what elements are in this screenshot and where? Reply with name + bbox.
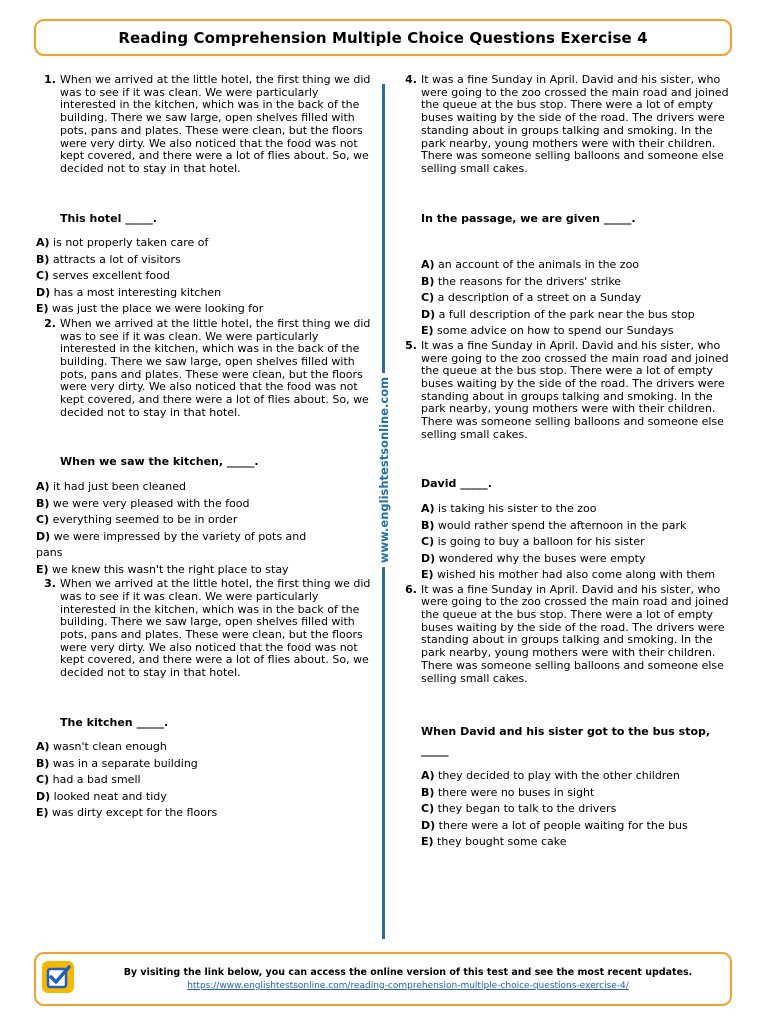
options-list bbox=[36, 479, 376, 578]
question-2 bbox=[36, 318, 376, 420]
option: C) a description of a street on a Sunday bbox=[421, 291, 642, 305]
options-list bbox=[36, 235, 376, 318]
option: A) it had just been cleaned bbox=[36, 480, 186, 494]
question-prompt: David _____. bbox=[421, 477, 492, 491]
right-column bbox=[397, 74, 737, 851]
option: D) we were impressed by the variety of pots and pans bbox=[36, 529, 307, 560]
option: D) wondered why the buses were empty bbox=[421, 551, 646, 565]
passage: When we arrived at the little hotel, the first thing we did was to see if it was clean. We were particularly interested in the kitchen, which was in the back of the building. There we saw large, open shelves filled with pots, pans and plates. These were clean, but the floors were very dirty. We also noticed that the food was not kept covered, and there were a lot of flies about. So, we decided not to stay in that hotel. bbox=[60, 316, 371, 419]
option: B) the reasons for the drivers' strike bbox=[421, 274, 622, 288]
passage: When we arrived at the little hotel, the first thing we did was to see if it was clean. We were particularly interested in the kitchen, which was in the back of the building. There we saw large, open shelves filled with pots, pans and plates. These were clean, but the floors were very dirty. We also noticed that the food was not kept covered, and there were a lot of flies about. So, we decided not to stay in that hotel. bbox=[60, 577, 371, 680]
question-number: 1. bbox=[44, 73, 56, 86]
option: E) wished his mother had also come along with them bbox=[421, 568, 716, 582]
option: D) has a most interesting kitchen bbox=[36, 285, 222, 299]
question-number: 2. bbox=[44, 316, 56, 330]
options-list bbox=[397, 768, 737, 851]
question-5 bbox=[397, 340, 737, 442]
option: B) there were no buses in sight bbox=[421, 785, 595, 799]
option: B) we were very pleased with the food bbox=[36, 496, 250, 510]
title-box bbox=[34, 19, 732, 56]
options-list bbox=[397, 501, 737, 584]
option: C) serves excellent food bbox=[36, 269, 170, 283]
footer-link[interactable]: https://www.englishtestsonline.com/reading-comprehension-multiple-choice-questions-exercise-4/ bbox=[187, 981, 629, 991]
option: D) looked neat and tidy bbox=[36, 789, 167, 803]
passage: It was a fine Sunday in April. David and his sister, who were going to the zoo crossed the main road and joined the queue at the bus stop. There were a lot of empty buses waiting by the side of the road. The drivers were standing about in groups talking and smoking. In the park nearby, young mothers were with their children. There was someone selling balloons and someone else selling small cakes. bbox=[421, 73, 729, 175]
question-number: 3. bbox=[44, 577, 56, 591]
footer bbox=[34, 952, 732, 1006]
option: E) we knew this wasn't the right place to stay bbox=[36, 562, 289, 576]
question-number: 5. bbox=[405, 338, 417, 352]
option: A) wasn't clean enough bbox=[36, 740, 167, 754]
options-list bbox=[397, 257, 737, 340]
footer-text: By visiting the link below, you can access the online version of this test and see the most recent updates. bbox=[123, 967, 693, 978]
option: C) is going to buy a balloon for his sister bbox=[421, 535, 645, 549]
options-list bbox=[36, 739, 376, 822]
option: A) is not properly taken care of bbox=[36, 236, 209, 250]
checkmark-icon bbox=[42, 961, 74, 993]
question-6 bbox=[397, 584, 737, 686]
question-1 bbox=[36, 74, 376, 176]
question-prompt: This hotel _____. bbox=[60, 211, 157, 225]
option: A) they decided to play with the other children bbox=[421, 769, 680, 783]
option: E) some advice on how to spend our Sundays bbox=[421, 324, 674, 338]
option: D) there were a lot of people waiting for the bus bbox=[421, 818, 688, 832]
option: B) attracts a lot of visitors bbox=[36, 252, 181, 266]
passage: It was a fine Sunday in April. David and his sister, who were going to the zoo crossed the main road and joined the queue at the bus stop. There were a lot of empty buses waiting by the side of the road. The drivers were standing about in groups talking and smoking. In the park nearby, young mothers were with their children. There was someone selling balloons and someone else selling small cakes. bbox=[421, 582, 729, 685]
option: B) would rather spend the afternoon in the park bbox=[421, 518, 687, 532]
option: C) had a bad smell bbox=[36, 773, 141, 787]
option: D) a full description of the park near the bus stop bbox=[421, 307, 695, 321]
passage: It was a fine Sunday in April. David and his sister, who were going to the zoo crossed the main road and joined the queue at the bus stop. There were a lot of empty buses waiting by the side of the road. The drivers were standing about in groups talking and smoking. In the park nearby, young mothers were with their children. There was someone selling balloons and someone else selling small cakes. bbox=[421, 338, 729, 441]
question-prompt: In the passage, we are given _____. bbox=[421, 211, 636, 225]
option: A) is taking his sister to the zoo bbox=[421, 502, 597, 516]
footer-text-block bbox=[96, 966, 720, 993]
question-number: 4. bbox=[405, 73, 417, 86]
page-title: Reading Comprehension Multiple Choice Questions Exercise 4 bbox=[118, 28, 648, 47]
option: E) was dirty except for the floors bbox=[36, 806, 218, 820]
option: C) everything seemed to be in order bbox=[36, 513, 238, 527]
watermark: www.englishtestsonline.com bbox=[377, 373, 391, 567]
option: E) they bought some cake bbox=[421, 835, 567, 849]
question-number: 6. bbox=[405, 582, 417, 596]
question-prompt: When David and his sister got to the bus stop, _____ bbox=[421, 725, 711, 758]
left-column bbox=[36, 74, 376, 822]
question-3 bbox=[36, 578, 376, 680]
question-4 bbox=[397, 74, 737, 176]
option: E) was just the place we were looking for bbox=[36, 302, 264, 316]
question-prompt: The kitchen _____. bbox=[60, 715, 169, 729]
option: B) was in a separate building bbox=[36, 756, 198, 770]
passage: When we arrived at the little hotel, the first thing we did was to see if it was clean. We were particularly interested in the kitchen, which was in the back of the building. There we saw large, open shelves filled with pots, pans and plates. These were clean, but the floors were very dirty. We also noticed that the food was not kept covered, and there were a lot of flies about. So, we decided not to stay in that hotel. bbox=[60, 73, 371, 175]
option: A) an account of the animals in the zoo bbox=[421, 258, 640, 272]
question-prompt: When we saw the kitchen, _____. bbox=[60, 455, 259, 469]
option: C) they began to talk to the drivers bbox=[421, 802, 617, 816]
